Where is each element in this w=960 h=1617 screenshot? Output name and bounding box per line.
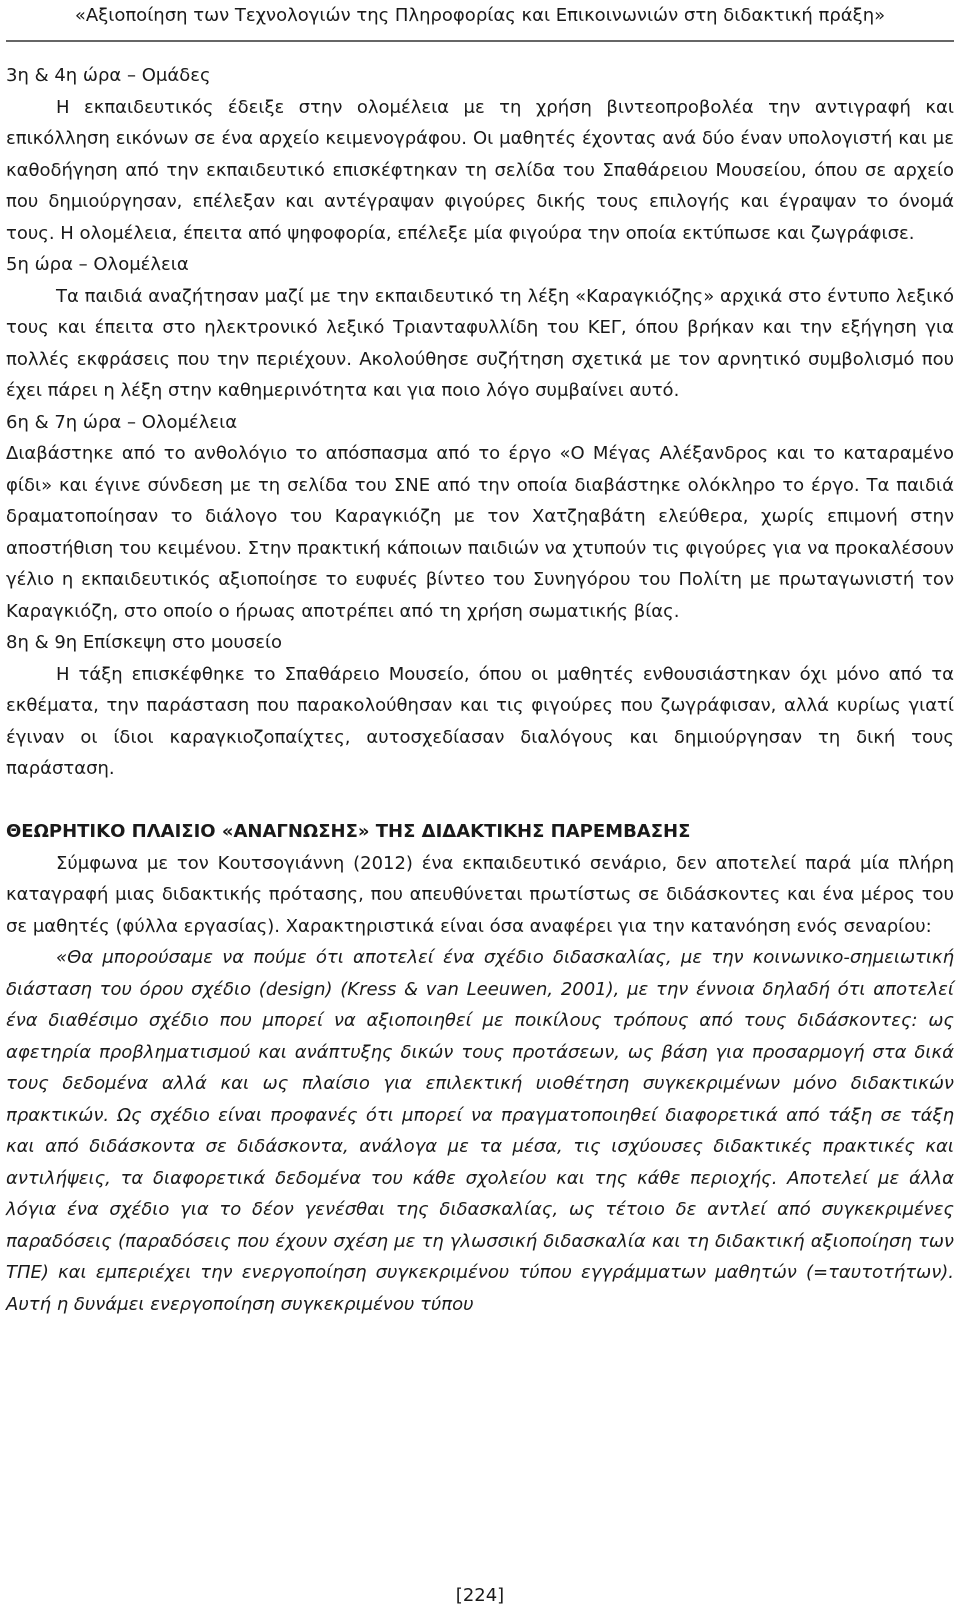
section-heading: 8η & 9η Επίσκεψη στο μουσείο — [6, 632, 283, 653]
running-header: «Αξιοποίηση των Τεχνολογιών της Πληροφορίας και Επικοινωνιών στη διδακτική πράξη» — [74, 5, 886, 26]
theory-quote: «Θα μπορούσαμε να πούμε ότι αποτελεί ένα σχέδιο διδασκαλίας, με την κοινωνικο-σημειωτική διάσταση του όρου σχέδιο (design) (Kress & van Leeuwen, 2001), με την έννοια δηλαδή ότι αποτελεί ένα διαθέσιμο σχέδιο που μπορεί να αξιοποιηθεί με ποικίλους τρόπους από τους διδάσκοντες: ως αφετηρία προβληματισμού και ανάπτυξης δικών τους προτάσεων, ως βάση για προσαρμογή στα δικά τους δεδομένα αλλά και ως πλαίσιο για επιλεκτική υιοθέτηση συγκεκριμένων μόνο διδακτικών πρακτικών. Ως σχέδιο είναι προφανές ότι μπορεί να πραγματοποιηθεί διαφορετικά από τάξη σε τάξη και από διδάσκοντα σε διδάσκοντα, ανάλογα με τα μέσα, τις ισχύουσες διδακτικές πρακτικές και αντιλήψεις, τα διαφορετικά δεδομένα του κάθε σχολείου και της κάθε περιοχής. Αποτελεί με άλλα λόγια ένα σχέδιο για το δέον γενέσθαι της διδασκαλίας, ως τέτοιο δε αντλεί από συγκεκριμένες παραδόσεις (παραδόσεις που έχουν σχέση με τη γλωσσική διδασκαλία και τη διδακτική αξιοποίηση των ΤΠΕ) και εμπεριέχει την ενεργοποίηση συγκεκριμένου τύπου εγγράμματων μαθητών (=ταυτοτήτων). Αυτή η δυνάμει ενεργοποίηση συγκεκριμένου τύπου — [6, 947, 954, 1315]
section-paragraph: Η τάξη επισκέφθηκε το Σπαθάρειο Μουσείο, όπου οι μαθητές ενθουσιάστηκαν όχι μόνο από τα εκθέματα, την παράσταση που παρακολούθησαν και τις φιγούρες που ζωγράφισαν, αλλά κυρίως γιατί έγιναν οι ίδιοι καραγκιοζοπαίχτες, αυτοσχεδίασαν διαλόγους και δημιούργησαν τη δική τους παράσταση. — [6, 663, 954, 779]
page-body — [6, 60, 954, 1320]
theory-heading: ΘΕΩΡΗΤΙΚΟ ΠΛΑΙΣΙΟ «ΑΝΑΓΝΩΣΗΣ» ΤΗΣ ΔΙΔΑΚΤΙΚΗΣ ΠΑΡΕΜΒΑΣΗΣ — [6, 821, 691, 842]
section-heading: 6η & 7η ώρα – Ολομέλεια — [6, 411, 238, 433]
section-paragraph: Διαβάστηκε από το ανθολόγιο το απόσπασμα από το έργο «Ο Μέγας Αλέξανδρος και το καταραμένο φίδι» και έγινε σύνδεση με τη σελίδα του ΣΝΕ από την οποία διαβάστηκε ολόκληρο το έργο. Τα παιδιά δραματοποίησαν το διάλογο του Καραγκιόζη με τον Χατζηαβάτη ελεύθερα, χωρίς επιμονή στην αποστήθιση του κειμένου. Στην πρακτική κάποιων παιδιών να χτυπούν τις φιγούρες για να προκαλέσουν γέλιο η εκπαιδευτικός αξιοποίησε το ευφυές βίντεο του Συνηγόρου του Πολίτη με πρωταγωνιστή τον Καραγκιόζη, στο οποίο ο ήρωας αποτρέπει από τη χρήση σωματικής βίας. — [6, 443, 954, 622]
section-heading: 5η ώρα – Ολομέλεια — [6, 254, 189, 275]
theory-intro-paragraph: Σύμφωνα με τον Κουτσογιάννη (2012) ένα εκπαιδευτικό σενάριο, δεν αποτελεί παρά μία πλήρη καταγραφή μιας διδακτικής πρότασης, που απευθύνεται πρωτίστως σε διδάσκοντες και ένα μέρος του σε μαθητές (φύλλα εργασίας). Χαρακτηριστικά είναι όσα αναφέρει για την κατανόηση ενός σεναρίου: — [6, 852, 954, 937]
section-paragraph: Τα παιδιά αναζήτησαν μαζί με την εκπαιδευτικό τη λέξη «Καραγκιόζης» αρχικά στο έντυπο λεξικό τους και έπειτα στο ηλεκτρονικό λεξικό Τριανταφυλλίδη του ΚΕΓ, όπου βρήκαν και την εξήγηση για πολλές εκφράσεις που την περιέχουν. Ακολούθησε συζήτηση σχετικά με τον αρνητικό συμβολισμό που έχει πάρει η λέξη στην καθημερινότητα και για ποιο λόγο συμβαίνει αυτό. — [6, 285, 954, 401]
page-number: [224] — [455, 1585, 505, 1606]
section-heading: 3η & 4η ώρα – Ομάδες — [6, 65, 211, 86]
header-divider — [6, 40, 954, 42]
section-paragraph: Η εκπαιδευτικός έδειξε στην ολομέλεια με τη χρήση βιντεοπροβολέα την αντιγραφή και επικόλληση εικόνων σε ένα αρχείο κειμενογράφου. Οι μαθητές έχοντας ανά δύο έναν υπολογιστή και με καθοδήγηση από την εκπαιδευτικό επισκέφτηκαν τη σελίδα του Σπαθάρειου Μουσείου, όπου σε αρχείο που δημιούργησαν, επέλεξαν και αντέγραψαν φιγούρες δικής τους επιλογής και έγραψαν το όνομά τους. Η ολομέλεια, έπειτα από ψηφοφορία, επέλεξε μία φιγούρα την οποία εκτύπωσε και ζωγράφισε. — [6, 96, 954, 244]
